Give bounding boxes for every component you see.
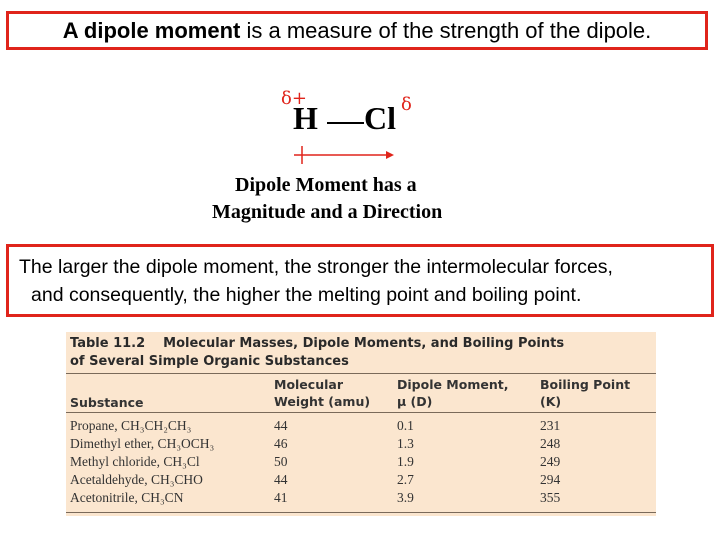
header-bp-line-2: (K) (540, 394, 562, 409)
table-title-line-2: of Several Simple Organic Substances (70, 354, 349, 369)
headline-rest: is a measure of the strength of the dipole. (240, 17, 652, 43)
cell-substance: Methyl chloride, CH₃Cl (70, 454, 200, 469)
table-row (66, 436, 656, 454)
table-row (66, 490, 656, 508)
cell-substance: Dimethyl ether, CH₃OCH₃ (70, 436, 215, 451)
dipole-arrow-icon (290, 144, 400, 166)
covalent-bond (327, 122, 364, 124)
statement-line-1: The larger the dipole moment, the stronger the intermolecular forces, (19, 256, 613, 278)
cell-molecular-weight: 46 (274, 436, 288, 451)
cell-molecular-weight: 50 (274, 454, 288, 469)
cell-molecular-weight: 44 (274, 418, 288, 433)
table-number: Table 11.2 (70, 336, 146, 351)
cell-boiling-point: 249 (540, 454, 561, 469)
table-header-rule (66, 412, 656, 413)
header-mw-line-1: Molecular (274, 377, 343, 392)
cell-molecular-weight: 41 (274, 490, 288, 505)
cell-boiling-point: 231 (540, 418, 561, 433)
header-substance: Substance (70, 395, 144, 410)
header-dipole-line-1: Dipole Moment, (397, 377, 509, 392)
header-dipole-line-2: μ (D) (397, 394, 433, 409)
cell-boiling-point: 294 (540, 472, 561, 487)
cell-dipole-moment: 1.9 (397, 454, 414, 469)
header-molecular-weight (274, 376, 370, 410)
table-row (66, 472, 656, 490)
header-mw-line-2: Weight (amu) (274, 394, 371, 409)
cell-boiling-point: 248 (540, 436, 561, 451)
header-boiling-point (540, 376, 630, 410)
cell-dipole-moment: 0.1 (397, 418, 414, 433)
chlorine-atom: Cl (364, 100, 396, 136)
statement-box (6, 244, 714, 317)
table-row (66, 418, 656, 436)
delta-plus-label: δ+ (281, 88, 307, 109)
caption-line-1: Dipole Moment has a (235, 174, 417, 196)
cell-dipole-moment: 1.3 (397, 436, 414, 451)
delta-minus-label: δ (401, 94, 412, 115)
cell-substance: Acetonitrile, CH₃CN (70, 490, 184, 505)
cell-substance: Acetaldehyde, CH₃CHO (70, 472, 203, 487)
cell-dipole-moment: 3.9 (397, 490, 414, 505)
cell-substance: Propane, CH₃CH₂CH₃ (70, 418, 192, 433)
headline-bold: A dipole moment (62, 17, 241, 43)
table-top-rule (66, 373, 656, 374)
data-table (66, 332, 656, 516)
statement-line-2: and consequently, the higher the melting point and boiling point. (31, 284, 582, 306)
table-bottom-rule (66, 512, 656, 513)
cell-dipole-moment: 2.7 (397, 472, 414, 487)
cell-boiling-point: 355 (540, 490, 561, 505)
caption-line-2: Magnitude and a Direction (212, 201, 443, 223)
table-title-line-1: Molecular Masses, Dipole Moments, and Boiling Points (163, 336, 565, 351)
hydrogen-atom: H (293, 100, 318, 136)
cell-molecular-weight: 44 (274, 472, 288, 487)
dipole-diagram (0, 0, 720, 230)
header-dipole-moment (397, 376, 508, 410)
header-bp-line-1: Boiling Point (540, 377, 631, 392)
table-row (66, 454, 656, 472)
table-caption (70, 335, 564, 371)
